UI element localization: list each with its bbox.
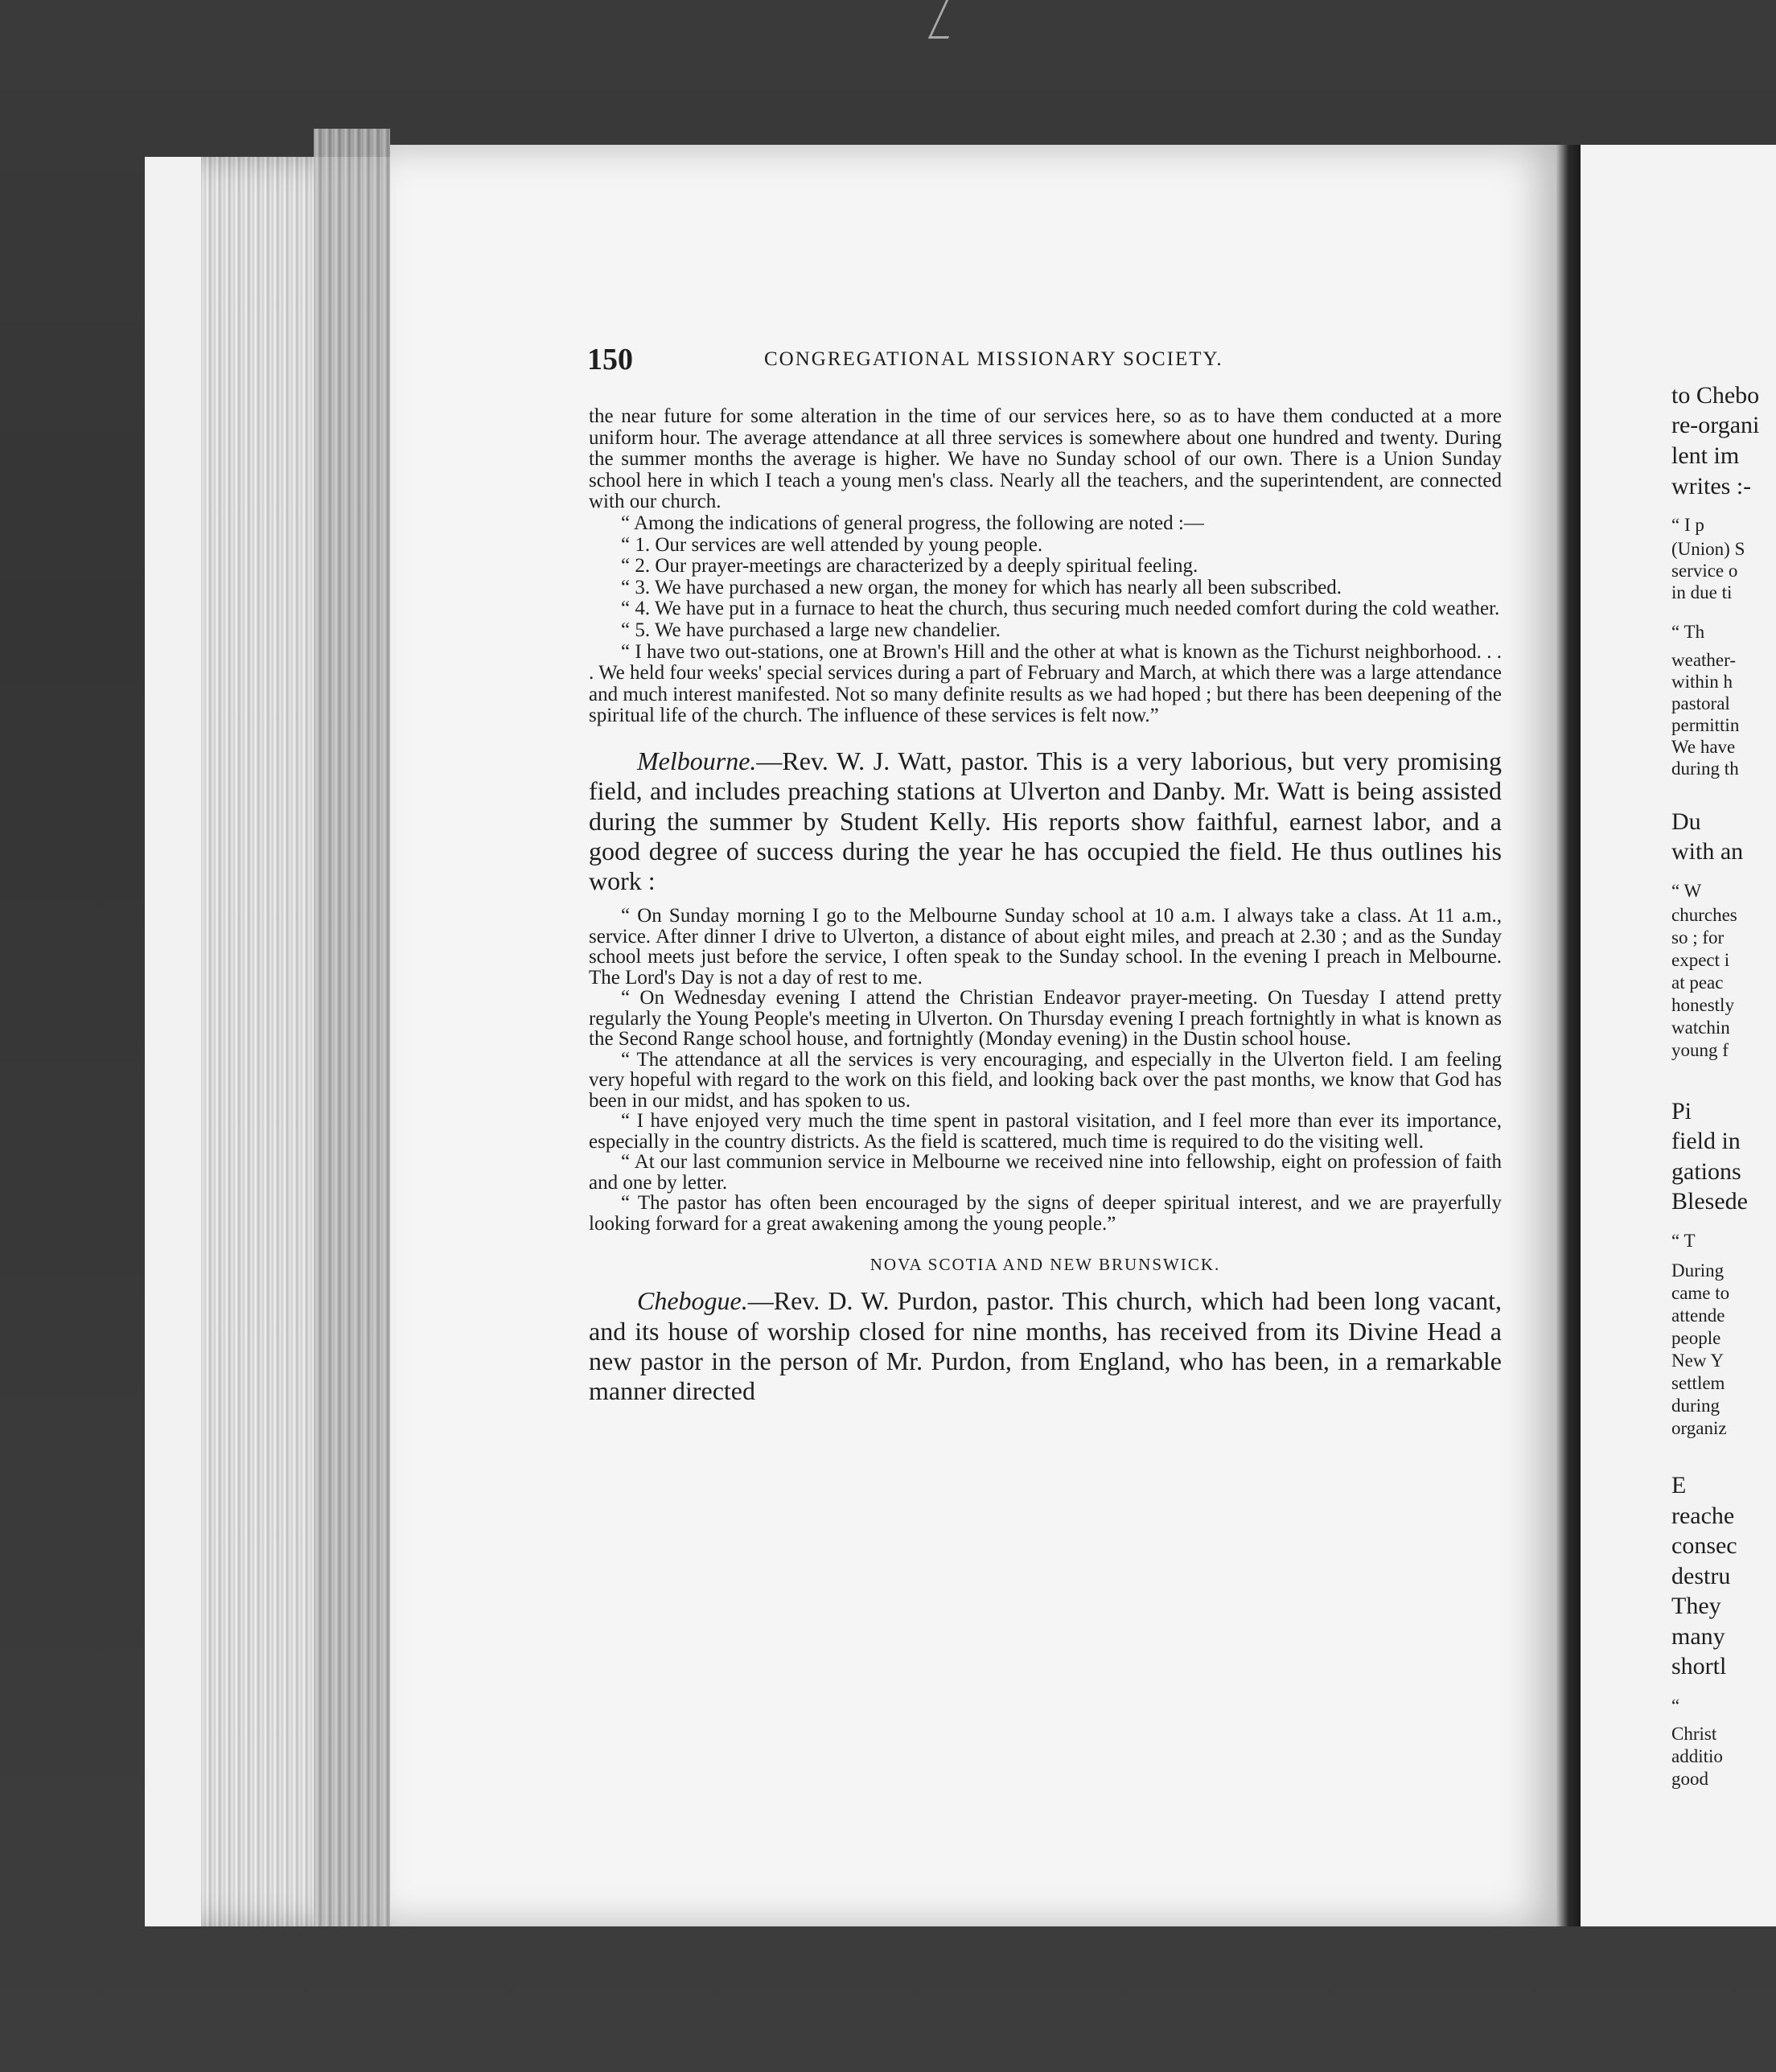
page-number: 150 <box>587 343 633 376</box>
paragraph: “ Among the indications of general progress, the following are noted :— <box>621 512 1204 534</box>
list-item: “ 2. Our prayer-meetings are characterized by a deeply spiritual feeling. <box>621 555 1198 578</box>
melbourne-text: —Rev. W. J. Watt, pastor. This is a very laborious, but very promising field, and includes preaching stations at Ulverton and Danby. Mr. Watt is being assisted during the summer by Student Kelly. His reports show faithful, earnest labor, and a good degree of success during the year he has occupied the field. He thus outlines his work : <box>589 746 1502 896</box>
right-page-line: field in <box>1671 1128 1741 1154</box>
paragraph: “ The attendance at all the services is very encouraging, and especially in the Ulverton field. I am feeling very hopeful with regard to the work on this field, and looking back over the past months, we know that God has been in our midst, and has spoken to us. <box>589 1048 1502 1112</box>
right-page-line: organiz <box>1671 1418 1727 1438</box>
paragraph: “ On Wednesday evening I attend the Christian Endeavor prayer-meeting. On Tuesday I attend pretty regularly the Young People's meeting in Ulverton. On Thursday evening I preach fortnightly in what is known as the Second Range school house, and fortnightly (Monday evening) in the Dustin school house. <box>589 987 1502 1050</box>
right-page-line: New Y <box>1671 1350 1724 1371</box>
right-page-line: young f <box>1671 1040 1729 1060</box>
right-page-line: to Chebo <box>1671 382 1760 409</box>
right-page-line: gations <box>1671 1158 1741 1185</box>
list-item: “ 5. We have purchased a large new chandelier. <box>621 619 1001 641</box>
page-header <box>587 342 1504 382</box>
right-page-line: so ; for <box>1671 927 1725 948</box>
right-page-line: good <box>1671 1769 1708 1789</box>
right-page-line: many <box>1671 1623 1725 1650</box>
page-edges-inner <box>314 129 390 1926</box>
right-page-line: They <box>1671 1593 1721 1619</box>
right-page-line: people <box>1671 1328 1721 1348</box>
right-page-line: watchin <box>1671 1018 1730 1038</box>
right-page-line: “ <box>1671 1696 1680 1716</box>
section-heading: NOVA SCOTIA AND NEW BRUNSWICK. <box>870 1255 1221 1275</box>
right-page-line: (Union) S <box>1671 539 1745 559</box>
paragraph: “ I have two out-stations, one at Brown's Hill and the other at what is known as the Tichurst neighborhood. . . . We held four weeks' special services during a part of February and March, at which there was a large attendance and much interest manifested. Not so many definite results as we had hoped ; but there has been deepening of the spiritual life of the church. The influence of these services is felt now.” <box>589 640 1502 727</box>
right-page-line: reache <box>1671 1503 1735 1529</box>
list-item: “ 4. We have put in a furnace to heat the church, thus securing much needed comfort during the cold weather. <box>621 598 1500 620</box>
left-page-text <box>589 406 1502 1407</box>
paragraph: the near future for some alteration in the time of our services here, so as to have them conducted at a more uniform hour. The average attendance at all three services is somewhere about one hundred and twenty. During the summer months the average is higher. We have no Sunday school of our own. There is a Union Sunday school here in which I teach a young men's class. Nearly all the teachers, and the superintendent, are connected with our church. <box>589 405 1502 513</box>
melbourne-paragraph <box>589 746 1502 896</box>
right-page-line: “ W <box>1671 881 1702 901</box>
right-page-line: Du <box>1671 808 1701 835</box>
right-page-line: Blesede <box>1671 1188 1748 1215</box>
right-page-line: with an <box>1671 838 1744 865</box>
right-page-line: Pi <box>1671 1098 1692 1124</box>
right-page-line: writes :- <box>1671 473 1752 500</box>
right-page-line: churches <box>1671 905 1737 925</box>
right-page-line: weather- <box>1671 650 1736 670</box>
place-name: Chebogue. <box>637 1286 748 1316</box>
right-page-line: We have <box>1671 737 1736 757</box>
paragraph: “ At our last communion service in Melbourne we received nine into fellowship, eight on profession of faith and one by letter. <box>589 1151 1502 1194</box>
right-page-line: settlem <box>1671 1373 1725 1393</box>
right-page-line: service o <box>1671 561 1738 581</box>
right-page-line: E <box>1671 1472 1687 1498</box>
place-name: Melbourne. <box>637 746 757 775</box>
paragraph: “ On Sunday morning I go to the Melbourne Sunday school at 10 a.m. I always take a class. At 11 a.m., service. After dinner I drive to Ulverton, a distance of about eight miles, and preach at 2.30 ; and as the Sunday school meets just before the service, I often speak to the Sunday school. In the evening I preach in Melbourne. The Lord's Day is not a day of rest to me. <box>589 905 1502 989</box>
right-page-line: at peac <box>1671 972 1724 993</box>
right-page-line: honestly <box>1671 995 1734 1015</box>
right-page-line: “ Th <box>1671 622 1705 642</box>
right-page-line: re-organi <box>1671 412 1760 438</box>
right-page-line: “ I p <box>1671 515 1704 535</box>
right-page-line: during th <box>1671 758 1739 779</box>
chebogue-text: —Rev. D. W. Purdon, pastor. This church, which had been long vacant, and its house of worship closed for nine months, has received from its Divine Head a new pastor in the person of Mr. Purdon, from England, who has been, in a remarkable manner directed <box>589 1286 1502 1406</box>
book-gutter <box>1556 145 1581 1926</box>
right-page-line: During <box>1671 1260 1725 1281</box>
running-head: CONGREGATIONAL MISSIONARY SOCIETY. <box>764 348 1223 370</box>
right-page-line: destru <box>1671 1563 1731 1589</box>
right-page-line: permittin <box>1671 715 1740 735</box>
right-page-line: shortl <box>1671 1653 1727 1679</box>
right-page-line: Christ <box>1671 1724 1717 1744</box>
right-page-line: attende <box>1671 1305 1725 1326</box>
paragraph: “ I have enjoyed very much the time spent in pastoral visitation, and I feel more than ever its importance, especially in the country districts. As the field is scattered, much time is required to do the visiting well. <box>589 1110 1502 1153</box>
list-item: “ 1. Our services are well attended by young people. <box>621 533 1043 556</box>
right-page-line: consec <box>1671 1532 1737 1559</box>
paragraph: “ The pastor has often been encouraged by the signs of deeper spiritual interest, and we are prayerfully looking forward for a great awakening among the young people.” <box>589 1192 1502 1235</box>
right-page-line: lent im <box>1671 442 1740 469</box>
right-page-line: in due ti <box>1671 582 1733 602</box>
right-page-line: came to <box>1671 1283 1730 1303</box>
chebogue-paragraph <box>589 1286 1502 1406</box>
right-page-line: “ T <box>1671 1231 1696 1251</box>
page-edges-outer <box>145 157 201 1926</box>
right-page-line: pastoral <box>1671 693 1730 713</box>
right-page-line: additio <box>1671 1746 1723 1766</box>
right-page-line: expect i <box>1671 950 1730 970</box>
list-item: “ 3. We have purchased a new organ, the money for which has nearly all been subscribed. <box>621 576 1342 598</box>
right-page-line: within h <box>1671 672 1733 692</box>
right-page-line: during <box>1671 1396 1720 1416</box>
